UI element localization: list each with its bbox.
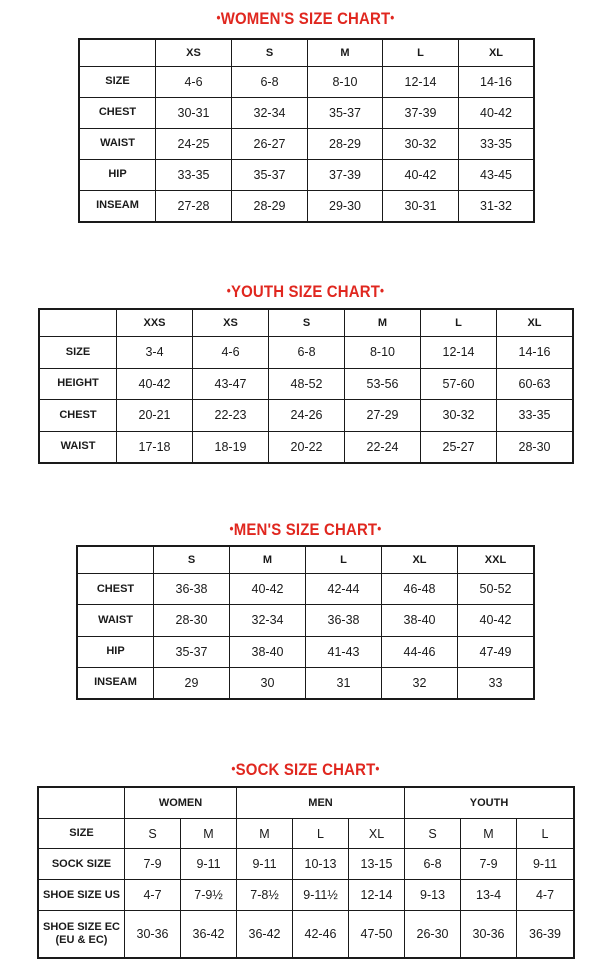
group-header-women: WOMEN (125, 788, 237, 819)
column-header: L (306, 547, 382, 574)
table-row (78, 636, 534, 667)
table-cell: 40-42 (459, 97, 534, 128)
table-cell: 17-18 (117, 431, 193, 462)
table-cell: 30-36 (461, 911, 517, 958)
table-row (40, 337, 573, 368)
table-cell: 57-60 (421, 368, 497, 399)
table-row (39, 911, 574, 958)
table-cell: 20-21 (117, 400, 193, 431)
table-cell: 25-27 (421, 431, 497, 462)
table-cell: 12-14 (383, 66, 459, 97)
table-cell: 30-32 (421, 400, 497, 431)
table-cell: 60-63 (497, 368, 573, 399)
table-cell: L (293, 819, 349, 849)
table-cell: 38-40 (230, 636, 306, 667)
corner-cell (39, 788, 125, 819)
table-cell: 40-42 (230, 574, 306, 605)
row-label (39, 911, 125, 958)
table-cell: 13-15 (349, 849, 405, 880)
table-cell: 22-24 (345, 431, 421, 462)
column-header: M (230, 547, 306, 574)
row-label: HIP (80, 159, 156, 190)
corner-cell (80, 40, 156, 67)
table-cell: 36-38 (306, 605, 382, 636)
table-cell: XL (349, 819, 405, 849)
table-row (40, 400, 573, 431)
table-cell: 18-19 (193, 431, 269, 462)
table-cell: S (125, 819, 181, 849)
table-cell: 40-42 (458, 605, 534, 636)
table-cell: 33-35 (497, 400, 573, 431)
table-cell: 44-46 (382, 636, 458, 667)
row-label-line: (EU & EC) (55, 934, 108, 946)
table-row (80, 159, 534, 190)
table-cell: 36-42 (237, 911, 293, 958)
column-header: L (421, 310, 497, 337)
row-label: CHEST (40, 400, 117, 431)
table-cell: 42-46 (293, 911, 349, 958)
table-header-row (80, 40, 534, 67)
row-label: INSEAM (80, 190, 156, 221)
table-cell: 9-11½ (293, 880, 349, 911)
table-cell: 33-35 (459, 128, 534, 159)
table-cell: 35-37 (308, 97, 383, 128)
table-cell: 27-29 (345, 400, 421, 431)
table-cell: 7-9½ (181, 880, 237, 911)
table-cell: 9-13 (405, 880, 461, 911)
column-header: S (154, 547, 230, 574)
column-header: XS (193, 310, 269, 337)
corner-cell (40, 310, 117, 337)
column-header: XL (497, 310, 573, 337)
table-cell: 32-34 (232, 97, 308, 128)
table-cell: 4-6 (193, 337, 269, 368)
row-label: SIZE (40, 337, 117, 368)
table-row (78, 667, 534, 698)
table-cell: 38-40 (382, 605, 458, 636)
table-cell: 32 (382, 667, 458, 698)
table-row (80, 128, 534, 159)
table-header-row (39, 788, 574, 819)
table-cell: 43-45 (459, 159, 534, 190)
sock-chart-title: •SOCK SIZE CHART• (231, 760, 380, 779)
table-cell: 24-26 (269, 400, 345, 431)
row-label: WAIST (80, 128, 156, 159)
table-cell: 8-10 (308, 66, 383, 97)
row-label: SIZE (80, 66, 156, 97)
row-label: CHEST (80, 97, 156, 128)
table-cell: 4-7 (517, 880, 574, 911)
table-cell: S (405, 819, 461, 849)
table-cell: 29-30 (308, 190, 383, 221)
table-cell: 36-42 (181, 911, 237, 958)
table-cell: 37-39 (383, 97, 459, 128)
column-header: M (308, 40, 383, 67)
table-cell: 27-28 (156, 190, 232, 221)
table-header-row (40, 310, 573, 337)
table-cell: 32-34 (230, 605, 306, 636)
table-cell: 7-8½ (237, 880, 293, 911)
group-header-men: MEN (237, 788, 405, 819)
table-header-row (78, 547, 534, 574)
table-cell: M (461, 819, 517, 849)
table-cell: 10-13 (293, 849, 349, 880)
table-cell: 29 (154, 667, 230, 698)
column-header: XL (382, 547, 458, 574)
table-cell: 47-49 (458, 636, 534, 667)
table-cell: 35-37 (154, 636, 230, 667)
group-header-youth: YOUTH (405, 788, 574, 819)
row-label: SHOE SIZE US (39, 880, 125, 911)
table-cell: 41-43 (306, 636, 382, 667)
womens-size-table (79, 39, 534, 222)
table-cell: 12-14 (421, 337, 497, 368)
table-cell: 40-42 (117, 368, 193, 399)
table-cell: 28-29 (232, 190, 308, 221)
table-cell: 8-10 (345, 337, 421, 368)
column-header: XXL (458, 547, 534, 574)
womens-chart-title: •WOMEN'S SIZE CHART• (216, 9, 395, 28)
table-cell: 36-38 (154, 574, 230, 605)
table-cell: 28-30 (497, 431, 573, 462)
table-cell: M (181, 819, 237, 849)
table-cell: 9-11 (237, 849, 293, 880)
column-header: XL (459, 40, 534, 67)
youth-size-table (39, 309, 573, 463)
table-row (39, 819, 574, 849)
table-cell: 50-52 (458, 574, 534, 605)
table-row (39, 849, 574, 880)
table-cell: 26-27 (232, 128, 308, 159)
column-header: M (345, 310, 421, 337)
table-row (80, 97, 534, 128)
table-cell: 30-36 (125, 911, 181, 958)
table-cell: 14-16 (497, 337, 573, 368)
table-cell: 35-37 (232, 159, 308, 190)
table-cell: 14-16 (459, 66, 534, 97)
table-row (78, 574, 534, 605)
table-row (80, 66, 534, 97)
row-label: HEIGHT (40, 368, 117, 399)
sock-size-table (38, 787, 574, 958)
table-cell: 30-32 (383, 128, 459, 159)
table-cell: 6-8 (232, 66, 308, 97)
table-cell: 48-52 (269, 368, 345, 399)
row-label: SIZE (39, 819, 125, 849)
table-cell: 22-23 (193, 400, 269, 431)
table-cell: 30-31 (383, 190, 459, 221)
table-cell: M (237, 819, 293, 849)
table-cell: 12-14 (349, 880, 405, 911)
table-cell: 7-9 (125, 849, 181, 880)
table-cell: 31 (306, 667, 382, 698)
table-cell: 7-9 (461, 849, 517, 880)
column-header: L (383, 40, 459, 67)
table-cell: 6-8 (405, 849, 461, 880)
table-cell: 43-47 (193, 368, 269, 399)
table-cell: 47-50 (349, 911, 405, 958)
corner-cell (78, 547, 154, 574)
table-cell: 26-30 (405, 911, 461, 958)
table-cell: 28-29 (308, 128, 383, 159)
table-cell: 33-35 (156, 159, 232, 190)
table-cell: 42-44 (306, 574, 382, 605)
table-cell: 31-32 (459, 190, 534, 221)
table-cell: 28-30 (154, 605, 230, 636)
row-label: CHEST (78, 574, 154, 605)
row-label: SOCK SIZE (39, 849, 125, 880)
row-label-line: SHOE SIZE EC (42, 921, 121, 933)
column-header: XXS (117, 310, 193, 337)
row-label: HIP (78, 636, 154, 667)
table-cell: 9-11 (517, 849, 574, 880)
table-cell: 53-56 (345, 368, 421, 399)
mens-size-table (77, 546, 534, 699)
table-cell: 30-31 (156, 97, 232, 128)
table-row (40, 431, 573, 462)
table-cell: 3-4 (117, 337, 193, 368)
table-cell: 4-7 (125, 880, 181, 911)
table-cell: 36-39 (517, 911, 574, 958)
row-label: INSEAM (78, 667, 154, 698)
table-row (40, 368, 573, 399)
column-header: XS (156, 40, 232, 67)
column-header: S (232, 40, 308, 67)
table-cell: 6-8 (269, 337, 345, 368)
youth-chart-title: •YOUTH SIZE CHART• (226, 282, 385, 301)
table-cell: 30 (230, 667, 306, 698)
table-cell: L (517, 819, 574, 849)
table-row (78, 605, 534, 636)
table-row (39, 880, 574, 911)
table-cell: 13-4 (461, 880, 517, 911)
table-row (80, 190, 534, 221)
table-cell: 46-48 (382, 574, 458, 605)
table-cell: 37-39 (308, 159, 383, 190)
table-cell: 24-25 (156, 128, 232, 159)
row-label: WAIST (40, 431, 117, 462)
mens-chart-title: •MEN'S SIZE CHART• (229, 520, 382, 539)
table-cell: 33 (458, 667, 534, 698)
table-cell: 9-11 (181, 849, 237, 880)
table-cell: 40-42 (383, 159, 459, 190)
table-cell: 4-6 (156, 66, 232, 97)
column-header: S (269, 310, 345, 337)
table-cell: 20-22 (269, 431, 345, 462)
row-label: WAIST (78, 605, 154, 636)
